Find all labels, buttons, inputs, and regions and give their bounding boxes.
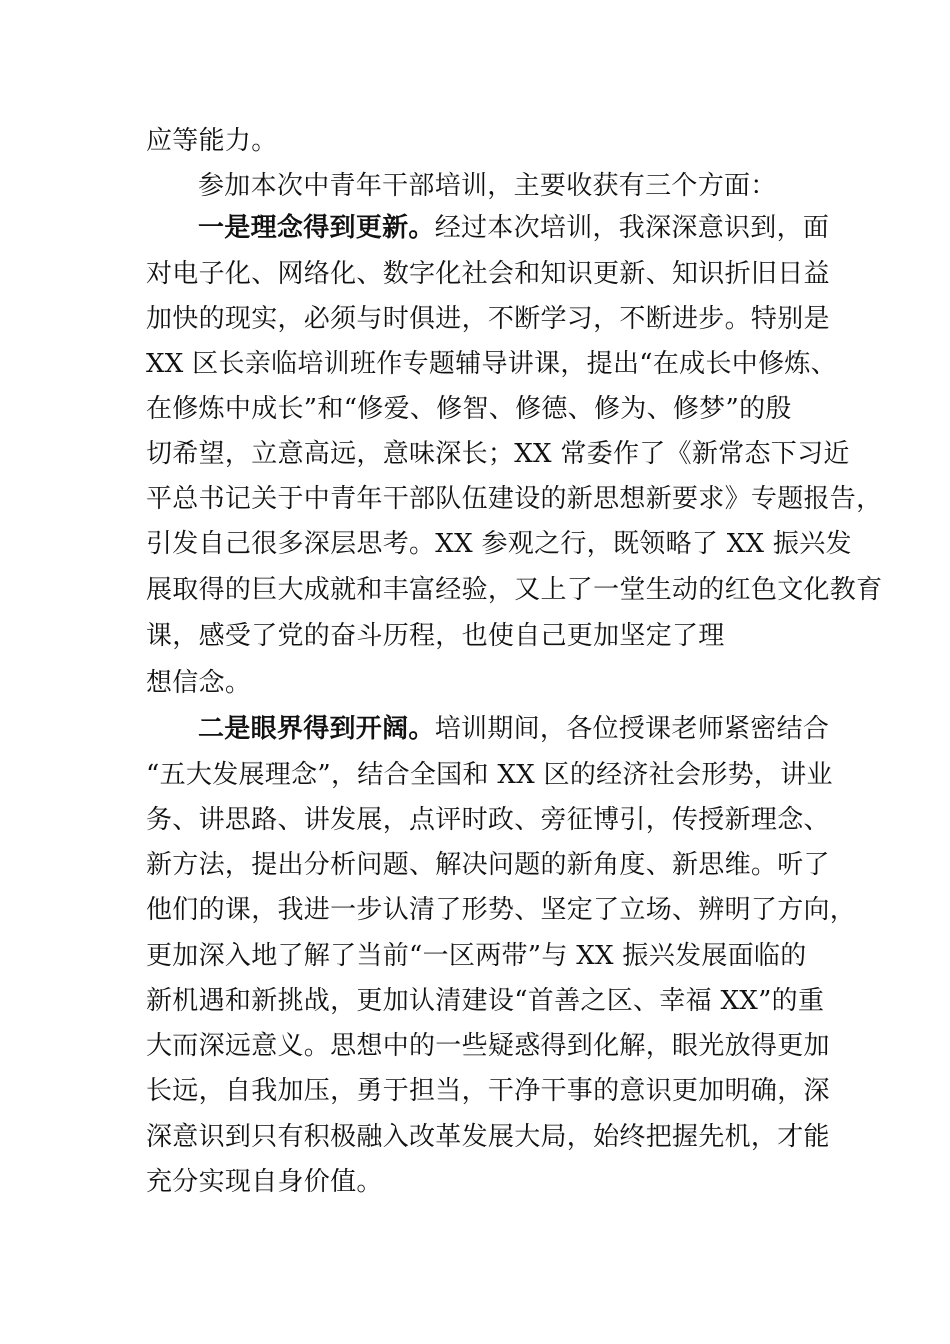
paragraph-line: 引发自己很多深层思考。XX 参观之行，既领略了 XX 振兴发 [146, 529, 852, 559]
section-lead-heading: 二是眼界得到开阔。 [198, 714, 435, 744]
paragraph-line: 新方法，提出分析问题、解决问题的新角度、新思维。听了 [146, 850, 830, 880]
paragraph-line: 长远，自我加压，勇于担当，干净干事的意识更加明确，深 [146, 1076, 830, 1106]
paragraph-line: 更加深入地了解了当前“一区两带”与 XX 振兴发展面临的 [146, 941, 807, 971]
paragraph-line: “五大发展理念”，结合全国和 XX 区的经济社会形势，讲业 [146, 760, 833, 790]
paragraph-line: 平总书记关于中青年干部队伍建设的新思想新要求》专题报告， [146, 484, 883, 514]
section-lead-heading: 一是理念得到更新。 [198, 213, 435, 243]
paragraph-line: 切希望，立意高远，意味深长；XX 常委作了《新常态下习近 [146, 439, 850, 469]
paragraph-line: 深意识到只有积极融入改革发展大局，始终把握先机，才能 [146, 1122, 830, 1152]
paragraph-text: 培训期间，各位授课老师紧密结合 [434, 714, 830, 744]
paragraph-line: 课，感受了党的奋斗历程，也使自己更加坚定了理 [146, 621, 725, 651]
paragraph-line: 在修炼中成长”和“修爱、修智、修德、修为、修梦”的殷 [146, 394, 792, 424]
paragraph-line [198, 205, 829, 251]
paragraph-line: 对电子化、网络化、数字化社会和知识更新、知识折旧日益 [146, 259, 830, 289]
paragraph-line: 他们的课，我进一步认清了形势、坚定了立场、辨明了方向， [146, 895, 857, 925]
paragraph-line [198, 706, 829, 752]
paragraph-text: 经过本次培训，我深深意识到，面 [434, 213, 830, 243]
paragraph-line: 务、讲思路、讲发展，点评时政、旁征博引，传授新理念、 [146, 805, 830, 835]
paragraph-line: 加快的现实，必须与时俱进，不断学习，不断进步。特别是 [146, 304, 830, 334]
paragraph-line: 参加本次中青年干部培训，主要收获有三个方面： [198, 171, 777, 201]
paragraph-line: 大而深远意义。思想中的一些疑惑得到化解，眼光放得更加 [146, 1031, 830, 1061]
paragraph-line: 充分实现自身价值。 [146, 1167, 383, 1197]
paragraph-line: XX 区长亲临培训班作专题辅导讲课，提出“在成长中修炼、 [146, 349, 837, 379]
paragraph-line: 想信念。 [146, 668, 252, 698]
paragraph-line: 展取得的巨大成就和丰富经验，又上了一堂生动的红色文化教育 [146, 575, 883, 605]
paragraph-line: 新机遇和新挑战，更加认清建设“首善之区、幸福 XX”的重 [146, 986, 825, 1016]
paragraph-line: 应等能力。 [146, 126, 278, 156]
